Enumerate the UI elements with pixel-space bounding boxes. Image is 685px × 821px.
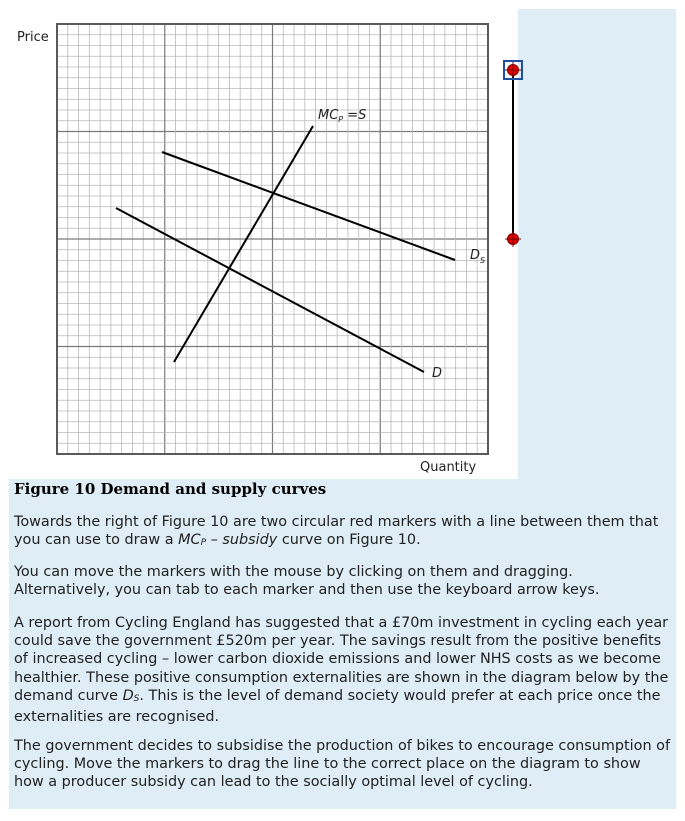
p3-text-a: A report from Cycling England has suggested that a £70m investment in cycling each year could save the government £520m per year. The savings result from the positive benefits of increased cycling – lower carbon dioxide emissions and lower NHS costs as we become healthier. These positive consumption externalities are shown in the diagram below by the demand curve xyxy=(14,615,669,704)
p1-text-mid: – xyxy=(206,532,223,549)
supply-label-sub: P xyxy=(338,115,344,124)
instructions-paragraph-1 xyxy=(14,513,672,552)
supply-curve-label xyxy=(318,108,366,124)
y-axis-label: Price xyxy=(17,30,49,45)
p3-ds-main: D xyxy=(122,687,134,704)
figure-caption: Figure 10 Demand and supply curves xyxy=(14,480,327,498)
supply-label-main: MC xyxy=(318,108,339,123)
p1-text-a: Towards the right of Figure 10 are two circular red markers with a line between them that you can use to draw a xyxy=(14,514,659,549)
chart-background xyxy=(9,9,518,479)
context-paragraph-3 xyxy=(14,614,672,726)
demand-supply-chart xyxy=(9,9,676,479)
instructions-paragraph-2: You can move the markers with the mouse by clicking on them and dragging. Alternatively, you can tab to each marker and then use the keyboard arrow keys. xyxy=(14,564,600,599)
x-axis-label: Quantity xyxy=(420,460,477,475)
ds-label-sub: S xyxy=(480,256,486,265)
supply-label-rest: =S xyxy=(343,108,367,123)
p3-ds-sub: S xyxy=(133,693,140,704)
demand-label: D xyxy=(432,366,443,381)
p3-text-b: . This is the level of demand society would prefer at each price once the externalities are recognised. xyxy=(14,687,661,726)
ds-label-main: D xyxy=(470,248,481,263)
p1-mc-main: MC xyxy=(178,532,201,549)
p1-mc-sub: P xyxy=(200,538,207,549)
task-paragraph-4: The government decides to subsidise the production of bikes to encourage consumption of cycling. Move the markers to drag the line to the correct place on the diagram to show how a producer subsidy can lead to the socially optimal level of cycling. xyxy=(14,738,671,791)
p1-text-b: curve on Figure 10. xyxy=(277,532,421,549)
p1-subsidy: subsidy xyxy=(222,532,278,549)
chart-grid xyxy=(57,24,488,454)
